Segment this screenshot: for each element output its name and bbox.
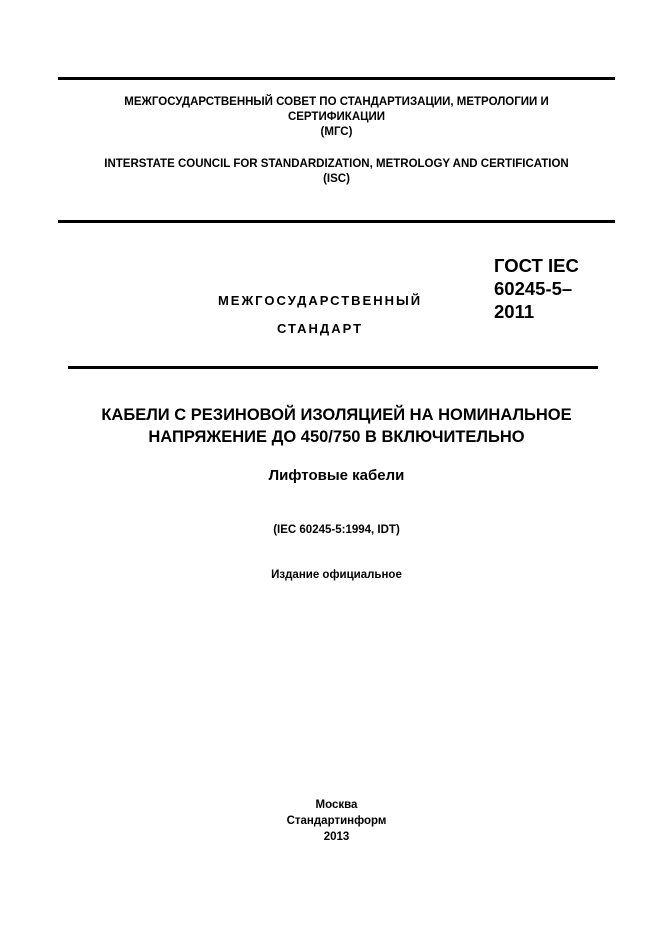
standard-code [494,254,614,323]
standard-kind [170,287,470,343]
council-ru-abbr: (МГС) [320,126,353,138]
middle-rule [58,220,615,223]
council-en-abbr: (ISC) [323,173,350,185]
standard-kind-line-2: СТАНДАРТ [276,321,364,336]
standard-code-line-1: ГОСТ IEC [494,255,579,276]
iec-reference: (IEC 60245-5:1994, IDT) [273,524,400,536]
council-name-ru [60,95,613,140]
footer-publisher: Стандартинформ [286,815,387,827]
standard-code-line-2: 60245-5– [494,278,573,299]
council-name-en [60,157,613,187]
footer-city: Москва [315,799,358,811]
standard-kind-line-1: МЕЖГОСУДАРСТВЕННЫЙ [217,293,423,308]
council-ru-line-1: МЕЖГОСУДАРСТВЕННЫЙ СОВЕТ ПО СТАНДАРТИЗАЦИИ, МЕТРОЛОГИИ И [124,96,549,108]
document-title [40,404,633,448]
standard-code-line-3: 2011 [494,301,535,322]
council-ru-line-2: СЕРТИФИКАЦИИ [287,111,386,123]
document-title-line-1: КАБЕЛИ С РЕЗИНОВОЙ ИЗОЛЯЦИЕЙ НА НОМИНАЛЬНОЕ [101,406,572,424]
document-subtitle: Лифтовые кабели [268,467,405,484]
council-en-line-1: INTERSTATE COUNCIL FOR STANDARDIZATION, METROLOGY AND CERTIFICATION [104,158,569,170]
publication-footer [40,797,633,845]
lower-rule [68,366,598,369]
document-title-line-2: НАПРЯЖЕНИЕ ДО 450/750 В ВКЛЮЧИТЕЛЬНО [148,428,525,446]
top-rule [58,77,615,80]
footer-year: 2013 [323,831,350,843]
edition-note: Издание официальное [271,569,402,581]
